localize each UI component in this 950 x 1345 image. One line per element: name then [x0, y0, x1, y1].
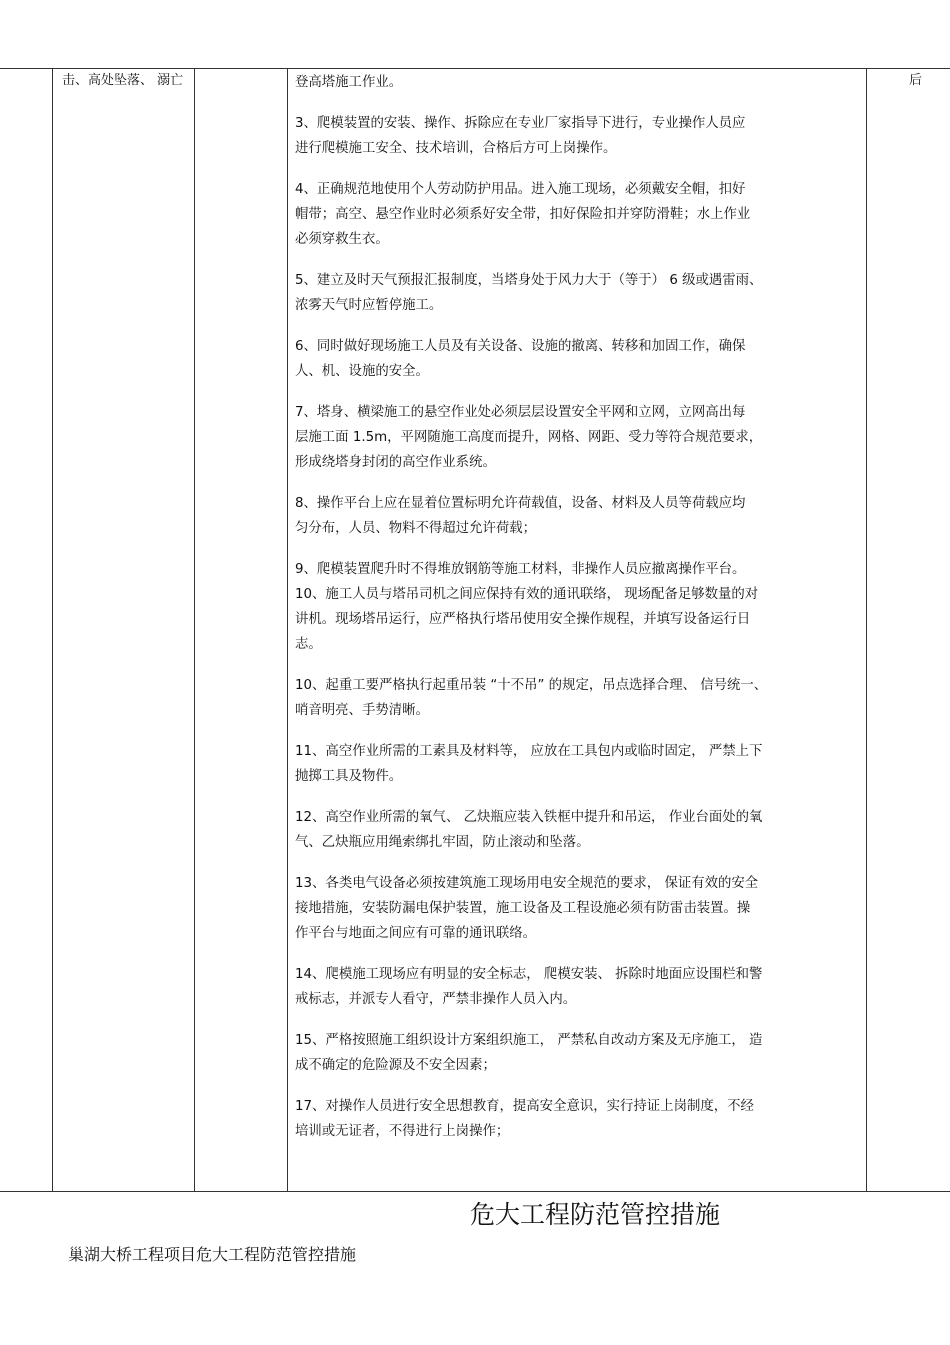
measure-line: 7、塔身、横梁施工的悬空作业处必须层层设置安全平网和立网，立网高出每: [295, 405, 746, 420]
measure-item: [295, 805, 860, 855]
measure-line: 4、正确规范地使用个人劳动防护用品。进入施工现场，必须戴安全帽，扣好: [295, 182, 746, 197]
measure-line: 形成绕塔身封闭的高空作业系统。: [295, 455, 496, 470]
measure-line: 8、操作平台上应在显着位置标明允许荷载值，设备、材料及人员等荷载应均: [295, 496, 746, 511]
measure-item: [295, 557, 860, 657]
measure-line: 志。: [295, 637, 322, 652]
measure-line: 气、乙炔瓶应用绳索绑扎牢固，防止滚动和坠落。: [295, 835, 590, 850]
measure-line: 登高塔施工作业。: [295, 75, 403, 90]
measure-line: 10、施工人员与塔吊司机之间应保持有效的通讯联络， 现场配备足够数量的对: [295, 587, 759, 602]
measure-item: [295, 334, 860, 384]
measure-line: 5、建立及时天气预报汇报制度，当塔身处于风力大于（等于） 6 级或遇雷雨、: [295, 273, 763, 288]
measure-line: 帽带；高空、悬空作业时必须系好安全带，扣好保险扣并穿防滑鞋；水上作业: [295, 207, 751, 222]
column-divider-4: [866, 68, 867, 1192]
measure-line: 作平台与地面之间应有可靠的通讯联络。: [295, 926, 537, 941]
measure-line: 接地措施，安装防漏电保护装置，施工设备及工程设施必须有防雷击装置。操: [295, 901, 751, 916]
measure-line: 浓雾天气时应暂停施工。: [295, 298, 443, 313]
measure-item: [295, 1028, 860, 1078]
measure-line: 10、起重工要严格执行起重吊装 “十不吊” 的规定，吊点选择合理、 信号统一、: [295, 678, 768, 693]
column-divider-3: [287, 68, 288, 1192]
measure-line: 必须穿救生衣。: [295, 232, 389, 247]
measure-line: 进行爬模施工安全、技术培训，合格后方可上岗操作。: [295, 141, 617, 156]
measure-line: 15、严格按照施工组织设计方案组织施工， 严禁私自改动方案及无序施工， 造: [295, 1033, 763, 1048]
measure-line: 3、爬模装置的安装、操作、拆除应在专业厂家指导下进行，专业操作人员应: [295, 116, 746, 131]
column-divider-2: [194, 68, 195, 1192]
measure-item: [295, 962, 860, 1012]
measure-line: 抛掷工具及物件。: [295, 769, 403, 784]
hazard-cell: 击、高处坠落、 溺亡: [62, 73, 184, 88]
measure-item: [295, 177, 860, 252]
measure-line: 6、同时做好现场施工人员及有关设备、设施的撤离、转移和加固工作，确保: [295, 339, 746, 354]
measure-item: [295, 673, 860, 723]
measure-item: [295, 111, 860, 161]
right-cell: 后: [909, 73, 923, 88]
measures-cell: [295, 70, 860, 1160]
measure-item: [295, 400, 860, 475]
measure-line: 培训或无证者，不得进行上岗操作；: [295, 1124, 510, 1139]
measure-line: 人、机、设施的安全。: [295, 364, 429, 379]
measure-line: 12、高空作业所需的氧气、 乙炔瓶应装入铁框中提升和吊运， 作业台面处的氧: [295, 810, 763, 825]
measure-line: 13、各类电气设备必须按建筑施工现场用电安全规范的要求， 保证有效的安全: [295, 876, 759, 891]
measure-item: [295, 70, 860, 95]
measure-item: [295, 1094, 860, 1144]
measure-item: [295, 871, 860, 946]
page-subtitle: 巢湖大桥工程项目危大工程防范管控措施: [68, 1245, 357, 1264]
table-bottom-border: [0, 1191, 950, 1192]
page-title: 危大工程防范管控措施: [470, 1200, 721, 1229]
measure-line: 11、高空作业所需的工素具及材料等， 应放在工具包内或临时固定， 严禁上下: [295, 744, 763, 759]
measure-line: 讲机。现场塔吊运行，应严格执行塔吊使用安全操作规程，并填写设备运行日: [295, 612, 751, 627]
measure-line: 14、爬模施工现场应有明显的安全标志， 爬模安装、 拆除时地面应设围栏和警: [295, 967, 763, 982]
measure-line: 哨音明亮、手势清晰。: [295, 703, 429, 718]
measure-item: [295, 268, 860, 318]
measure-line: 9、爬模装置爬升时不得堆放钢筋等施工材料，非操作人员应撤离操作平台。: [295, 562, 746, 577]
measure-line: 成不确定的危险源及不安全因素；: [295, 1058, 496, 1073]
table-top-border: [0, 68, 950, 69]
measure-item: [295, 739, 860, 789]
measure-line: 匀分布，人员、物料不得超过允许荷载；: [295, 521, 537, 536]
measure-line: 戒标志，并派专人看守，严禁非操作人员入内。: [295, 992, 577, 1007]
measure-line: 层施工面 1.5m，平网随施工高度而提升，网格、网距、受力等符合规范要求，: [295, 430, 763, 445]
column-divider-1: [52, 68, 53, 1192]
measure-line: 17、对操作人员进行安全思想教育，提高安全意识，实行持证上岗制度，不经: [295, 1099, 754, 1114]
measure-item: [295, 491, 860, 541]
